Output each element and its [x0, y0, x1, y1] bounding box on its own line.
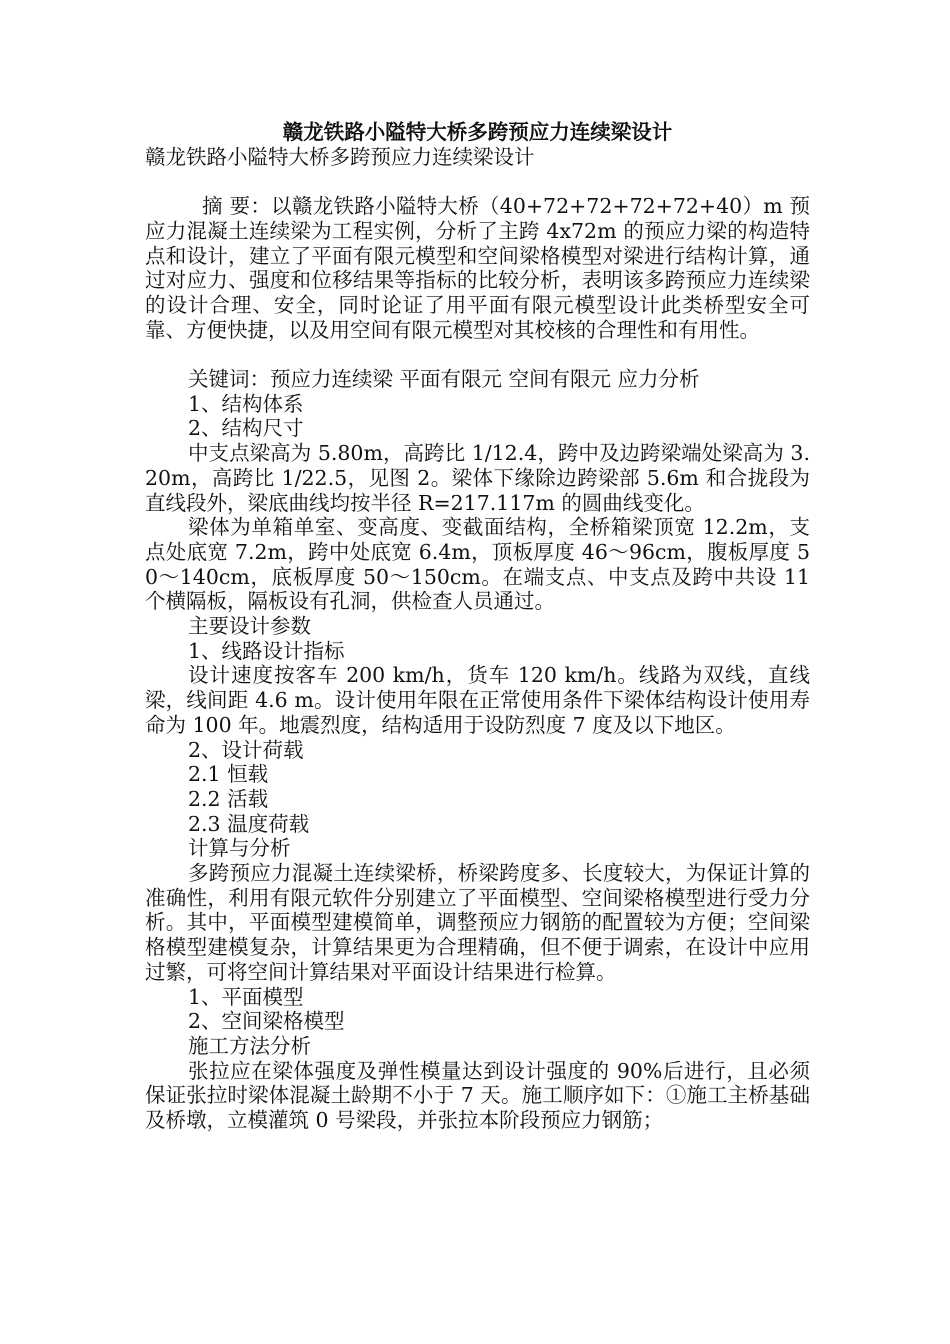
paragraph-design-speed: 设计速度按客车 200 km/h，货车 120 km/h。线路为双线，直线梁，线间距 4.6 m。设计使用年限在正常使用条件下梁体结构设计使用寿命为 100 年。地震烈度，结构适用于设防烈度 7 度及以下地区。: [145, 663, 810, 737]
heading-construction-method: 施工方法分析: [188, 1033, 311, 1058]
keywords-line: 关键词：预应力连续梁 平面有限元 空间有限元 应力分析: [188, 367, 700, 391]
heading-temperature-load: 2.3 温度荷载: [188, 811, 310, 836]
document-title: 赣龙铁路小隘特大桥多跨预应力连续梁设计: [282, 120, 673, 144]
heading-plane-model: 1、平面模型: [188, 984, 304, 1009]
heading-design-load: 2、设计荷载: [188, 737, 304, 762]
document-page: [145, 120, 817, 1133]
blank-line: [145, 169, 810, 194]
heading-design-parameters: 主要设计参数: [188, 614, 311, 639]
document-subtitle: 赣龙铁路小隘特大桥多跨预应力连续梁设计: [145, 144, 535, 169]
heading-structure-dimensions: 2、结构尺寸: [188, 416, 304, 441]
paragraph-analysis: 多跨预应力混凝土连续梁桥，桥梁跨度多、长度较大，为保证计算的准确性，利用有限元软件分别建立了平面模型、空间梁格模型进行受力分析。其中，平面模型建模简单，调整预应力钢筋的配置较为方便；空间梁格模型建模复杂，计算结果更为合理精确，但不便于调索，在设计中应用过繁，可将空间计算结果对平面设计结果进行检算。: [145, 861, 810, 984]
blank-line: [145, 342, 810, 367]
heading-live-load: 2.2 活载: [188, 786, 269, 811]
abstract-paragraph: 摘 要：以赣龙铁路小隘特大桥（40+72+72+72+72+40）m 预应力混凝土连续梁为工程实例，分析了主跨 4x72m 的预应力梁的构造特点和设计，建立了平面有限元模型和空间梁格模型对梁进行结构计算，通过对应力、强度和位移结果等指标的比较分析，表明该多跨预应力连续梁的设计合理、安全，同时论证了用平面有限元模型设计此类桥型安全可靠、方便快捷，以及用空间有限元模型对其校核的合理性和有用性。: [145, 194, 810, 342]
paragraph-tensioning: 张拉应在梁体强度及弹性模量达到设计强度的 90%后进行，且必须保证张拉时梁体混凝土龄期不小于 7 天。施工顺序如下：①施工主桥基础及桥墩，立模灌筑 0 号梁段，并张拉本阶段预应力钢筋；: [145, 1058, 810, 1133]
heading-grillage-model: 2、空间梁格模型: [188, 1009, 345, 1034]
heading-dead-load: 2.1 恒载: [188, 762, 269, 787]
paragraph-box-girder: 梁体为单箱单室、变高度、变截面结构，全桥箱梁顶宽 12.2m，支点处底宽 7.2m，跨中处底宽 6.4m，顶板厚度 46～96cm，腹板厚度 50～140cm，底板厚度 50～150cm。在端支点、中支点及跨中共设 11 个横隔板，隔板设有孔洞，供检查人员通过。: [145, 515, 817, 614]
heading-calculation-analysis: 计算与分析: [188, 836, 291, 861]
paragraph-beam-height: 中支点梁高为 5.80m，高跨比 1/12.4，跨中及边跨梁端处梁高为 3.20m，高跨比 1/22.5，见图 2。梁体下缘除边跨梁部 5.6m 和合拢段为直线段外，梁底曲线均按半径 R=217.117m 的圆曲线变化。: [145, 441, 810, 515]
heading-structure-system: 1、结构体系: [188, 391, 304, 416]
heading-line-indicators: 1、线路设计指标: [188, 638, 345, 663]
